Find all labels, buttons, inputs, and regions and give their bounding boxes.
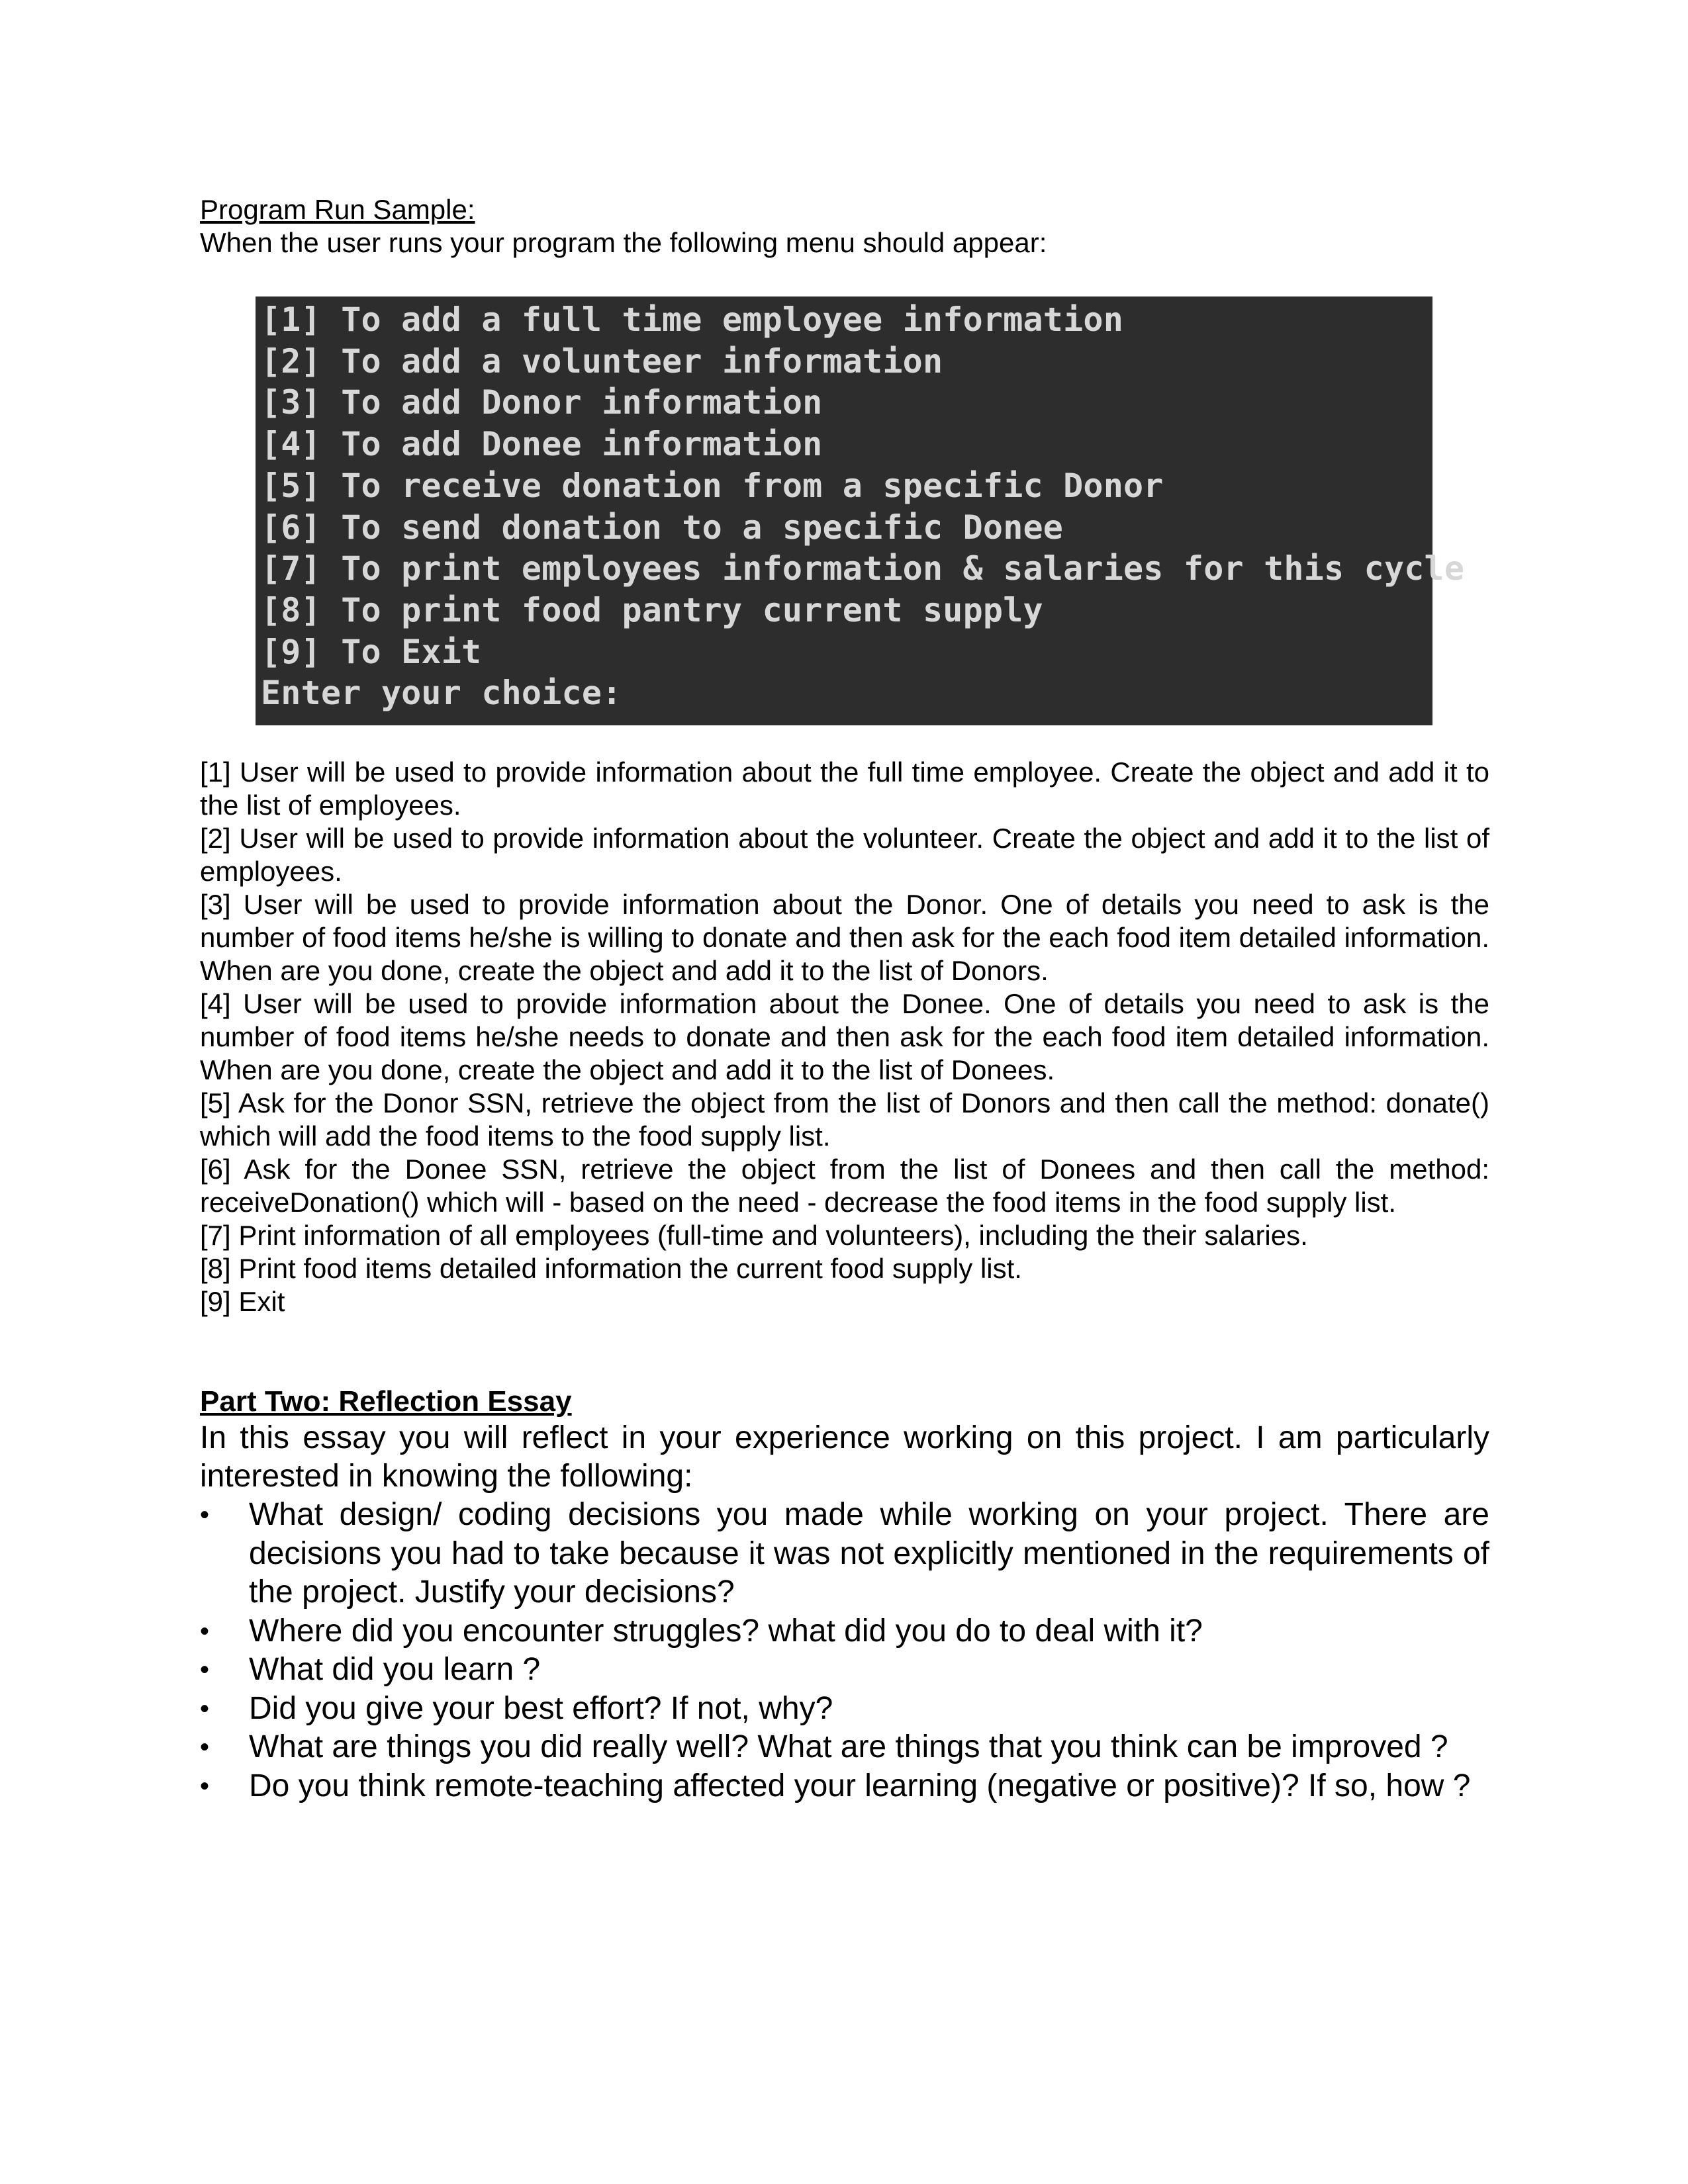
list-item bbox=[200, 1496, 1489, 1612]
menu-option-8: [8] To print food pantry current supply bbox=[261, 590, 1043, 629]
menu-prompt: Enter your choice: bbox=[261, 674, 622, 713]
bullet-icon: • bbox=[200, 1694, 210, 1723]
description-paragraph: [9] Exit bbox=[200, 1286, 285, 1317]
menu-option-7: [7] To print employees information & salaries for this cycle bbox=[261, 549, 1465, 588]
description-paragraph: [1] User will be used to provide information about the full time employee. Create the object and add it to the list of employees. bbox=[200, 756, 1489, 821]
menu-option-2: [2] To add a volunteer information bbox=[261, 341, 943, 381]
menu-option-9: [9] To Exit bbox=[261, 632, 482, 671]
description-paragraph: [2] User will be used to provide information about the volunteer. Create the object and add it to the list of employees. bbox=[200, 823, 1489, 887]
section-intro: When the user runs your program the following menu should appear: bbox=[200, 227, 1047, 258]
bullet-icon: • bbox=[200, 1500, 210, 1529]
list-item-text: What did you learn ? bbox=[249, 1652, 541, 1687]
program-run-header bbox=[200, 193, 1489, 259]
essay-question-list bbox=[200, 1496, 1489, 1805]
list-item-text: Where did you encounter struggles? what did you do to deal with it? bbox=[249, 1613, 1203, 1649]
description-paragraph: [7] Print information of all employees (full-time and volunteers), including the their salaries. bbox=[200, 1220, 1308, 1251]
description-paragraph: [8] Print food items detailed information the current food supply list. bbox=[200, 1253, 1022, 1284]
description-paragraph: [5] Ask for the Donor SSN, retrieve the object from the list of Donors and then call the method: donate() which will add the food items to the food supply list. bbox=[200, 1087, 1489, 1152]
menu-option-4: [4] To add Donee information bbox=[261, 425, 823, 464]
description-paragraph: [4] User will be used to provide information about the Donee. One of details you need to ask is the number of food items he/she needs to donate and then ask for the each food item detailed information. When are you done, create the object and add it to the list of Donees. bbox=[200, 988, 1489, 1085]
menu-option-1: [1] To add a full time employee information bbox=[261, 300, 1124, 339]
essay-heading: Part Two: Reflection Essay bbox=[200, 1385, 572, 1418]
list-item-text: What design/ coding decisions you made while working on your project. There are decisions you had to take because it was not explicitly mentioned in the requirements of the project. Justify your decisions? bbox=[249, 1497, 1489, 1610]
list-item bbox=[200, 1651, 1489, 1690]
section-title: Program Run Sample: bbox=[200, 194, 475, 225]
bullet-icon: • bbox=[200, 1733, 210, 1762]
list-item-text: Did you give your best effort? If not, why? bbox=[249, 1690, 833, 1726]
list-item bbox=[200, 1728, 1489, 1767]
list-item bbox=[200, 1612, 1489, 1651]
list-item-text: What are things you did really well? What are things that you think can be improved ? bbox=[249, 1729, 1448, 1764]
menu-option-5: [5] To receive donation from a specific Donor bbox=[261, 466, 1164, 505]
essay-intro: In this essay you will reflect in your experience working on this project. I am particularly interested in knowing the following: bbox=[200, 1420, 1489, 1494]
bullet-icon: • bbox=[200, 1616, 210, 1646]
menu-option-3: [3] To add Donor information bbox=[261, 383, 823, 422]
list-item-text: Do you think remote-teaching affected your learning (negative or positive)? If so, how ? bbox=[249, 1768, 1471, 1803]
bullet-icon: • bbox=[200, 1655, 210, 1684]
list-item bbox=[200, 1767, 1489, 1806]
menu-option-6: [6] To send donation to a specific Donee bbox=[261, 508, 1064, 547]
terminal-menu-screenshot bbox=[256, 296, 1465, 725]
description-paragraph: [3] User will be used to provide information about the Donor. One of details you need to ask is the number of food items he/she is willing to donate and then ask for the each food item detailed information. When are you done, create the object and add it to the list of Donors. bbox=[200, 889, 1489, 986]
bullet-icon: • bbox=[200, 1771, 210, 1801]
description-paragraph: [6] Ask for the Donee SSN, retrieve the object from the list of Donees and then call the method: receiveDonation() which will - based on the need - decrease the food items in the food supply list. bbox=[200, 1154, 1489, 1218]
option-descriptions bbox=[200, 756, 1489, 1318]
reflection-essay-section bbox=[200, 1385, 1489, 1805]
list-item bbox=[200, 1690, 1489, 1729]
